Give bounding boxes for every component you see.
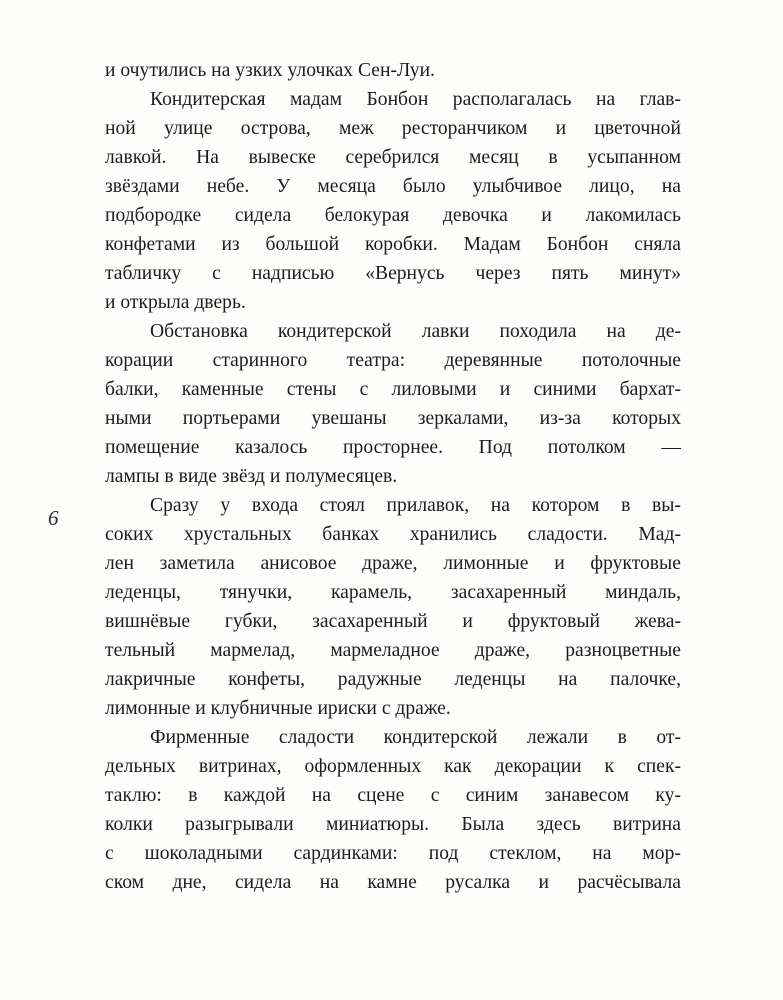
text-line: и очутились на узких улочках Сен-Луи. — [105, 60, 435, 81]
text-line — [105, 665, 681, 694]
word: каменные — [181, 379, 264, 400]
text-line — [105, 520, 681, 549]
word: девочка — [442, 205, 508, 226]
word: Кондитерская — [150, 89, 266, 110]
text-line — [105, 636, 681, 665]
text-line — [105, 114, 681, 143]
word: фруктовые — [590, 553, 681, 574]
word: Мад- — [638, 524, 681, 545]
word: в — [621, 495, 631, 516]
word: занавесом — [544, 785, 630, 806]
word: через — [475, 263, 521, 284]
word: которых — [612, 408, 681, 429]
word: русалка — [445, 872, 511, 893]
text-line — [105, 317, 681, 346]
word: ку- — [655, 785, 681, 806]
word: острова, — [240, 118, 311, 139]
paragraph — [105, 56, 681, 85]
word: сцене — [357, 785, 405, 806]
paragraph — [105, 491, 681, 723]
word: на — [661, 176, 681, 197]
text-line — [105, 810, 681, 839]
word: в — [548, 147, 558, 168]
word: лакомилась — [585, 205, 681, 226]
word: меж — [338, 118, 374, 139]
word: лен — [105, 553, 134, 574]
word: палочке, — [610, 669, 681, 690]
word: корации — [105, 350, 174, 371]
word: дельных — [105, 756, 176, 777]
word: У — [276, 176, 291, 197]
word: карамель, — [330, 582, 413, 603]
word: пять — [551, 263, 589, 284]
word: старинного — [212, 350, 308, 371]
word: сладости. — [527, 524, 608, 545]
word: вы- — [652, 495, 681, 516]
word: подбородке — [105, 205, 202, 226]
word: лавкой. — [105, 147, 167, 168]
word: сидела — [234, 205, 292, 226]
word: стоял — [319, 495, 365, 516]
word: и — [499, 379, 511, 400]
word: витрина — [612, 814, 681, 835]
word: синими — [533, 379, 597, 400]
text-line — [105, 549, 681, 578]
word: тельный — [105, 640, 176, 661]
text-line — [105, 346, 681, 375]
word: — — [661, 437, 681, 458]
word: декорации — [494, 756, 582, 777]
word: котором — [531, 495, 600, 516]
word: кондитерской — [383, 727, 498, 748]
word: портьерами — [182, 408, 281, 429]
word: от- — [656, 727, 681, 748]
word: и — [554, 553, 565, 574]
word: под — [428, 843, 459, 864]
word: деревянные — [444, 350, 543, 371]
word: синим — [465, 785, 519, 806]
word: сардинками: — [293, 843, 398, 864]
word: цветочной — [594, 118, 681, 139]
word: белокурая — [324, 205, 410, 226]
word: разыгрывали — [185, 814, 294, 835]
word: надписью — [251, 263, 335, 284]
word: оформленных — [304, 756, 422, 777]
word: бархат- — [619, 379, 681, 400]
word: миниатюры. — [325, 814, 430, 835]
word: дне, — [172, 872, 207, 893]
word: театра: — [346, 350, 406, 371]
word: улице — [164, 118, 213, 139]
word: здесь — [536, 814, 581, 835]
word: усыпанном — [587, 147, 681, 168]
page-number: 6 — [48, 506, 59, 530]
word: месяца — [317, 176, 376, 197]
word: мармеладное — [330, 640, 440, 661]
word: ными — [105, 408, 152, 429]
page-text-block — [105, 56, 681, 897]
word: стены — [286, 379, 337, 400]
word: жева- — [634, 611, 681, 632]
text-line: лампы в виде звёзд и полумесяцев. — [105, 466, 398, 487]
text-line — [105, 85, 681, 114]
word: Бонбон — [366, 89, 429, 110]
word: располагалась — [452, 89, 572, 110]
text-line — [105, 868, 681, 897]
word: драже, — [362, 553, 418, 574]
word: вишнёвые — [105, 611, 191, 632]
word: из — [221, 234, 240, 255]
word: драже, — [474, 640, 531, 661]
word: камне — [367, 872, 417, 893]
word: ском — [105, 872, 145, 893]
word: улыбчивое — [472, 176, 563, 197]
text-line — [105, 781, 681, 810]
text-line — [105, 491, 681, 520]
text-line — [105, 201, 681, 230]
word: лавки — [421, 321, 470, 342]
word: казалось — [235, 437, 308, 458]
word: как — [444, 756, 472, 777]
text-line — [105, 230, 681, 259]
word: на — [606, 321, 626, 342]
word: «Вернусь — [365, 263, 445, 284]
word: На — [196, 147, 219, 168]
word: минут» — [619, 263, 681, 284]
word: банках — [322, 524, 380, 545]
word: прилавок, — [386, 495, 470, 516]
word: шоколадными — [144, 843, 263, 864]
text-line — [105, 752, 681, 781]
word: и — [538, 872, 550, 893]
word: леденцы — [454, 669, 526, 690]
paragraph — [105, 317, 681, 491]
word: и — [541, 205, 552, 226]
text-line — [105, 723, 681, 752]
word: мадам — [290, 89, 343, 110]
text-line — [105, 433, 681, 462]
word: хранились — [409, 524, 497, 545]
word: мор- — [642, 843, 681, 864]
word: вывеске — [248, 147, 316, 168]
word: на — [558, 669, 578, 690]
word: потолком — [547, 437, 626, 458]
word: ной — [105, 118, 136, 139]
word: леденцы, — [105, 582, 181, 603]
word: мармелад, — [210, 640, 296, 661]
word: небе. — [206, 176, 250, 197]
word: заметила — [159, 553, 235, 574]
word: табличку — [105, 263, 182, 284]
text-line — [105, 172, 681, 201]
word: на — [490, 495, 510, 516]
word: и — [462, 611, 473, 632]
word: радужные — [337, 669, 422, 690]
word: с — [359, 379, 369, 400]
word: спек- — [637, 756, 681, 777]
word: Обстановка — [150, 321, 248, 342]
word: просторнее. — [343, 437, 443, 458]
word: с — [105, 843, 114, 864]
word: таклю: — [105, 785, 162, 806]
text-line: и открыла дверь. — [105, 292, 246, 313]
word: походила — [499, 321, 577, 342]
word: к — [604, 756, 615, 777]
word: ресторанчиком — [401, 118, 528, 139]
word: конфеты, — [228, 669, 306, 690]
word: расчёсывала — [577, 872, 681, 893]
word: разноцветные — [565, 640, 681, 661]
word: конфетами — [105, 234, 196, 255]
word: в — [617, 727, 627, 748]
word: витринах, — [198, 756, 282, 777]
word: стеклом, — [489, 843, 562, 864]
word: у — [220, 495, 231, 516]
word: с — [430, 785, 440, 806]
word: каждой — [223, 785, 286, 806]
paragraph — [105, 723, 681, 897]
text-line — [105, 404, 681, 433]
word: соких — [105, 524, 154, 545]
text-line — [105, 607, 681, 636]
text-line — [105, 375, 681, 404]
word: месяц — [468, 147, 519, 168]
word: лиловыми — [391, 379, 477, 400]
word: лицо, — [589, 176, 635, 197]
word: на — [592, 843, 612, 864]
word: губки, — [224, 611, 278, 632]
word: и — [555, 118, 567, 139]
word: Мадам — [463, 234, 521, 255]
text-line — [105, 839, 681, 868]
word: Была — [461, 814, 505, 835]
text-line: лимонные и клубничные ириски с драже. — [105, 698, 451, 719]
word: с — [212, 263, 221, 284]
word: засахаренный — [450, 582, 567, 603]
word: увешаны — [311, 408, 387, 429]
word: Бонбон — [546, 234, 609, 255]
word: хрустальных — [183, 524, 292, 545]
word: в — [188, 785, 198, 806]
word: зеркалами, — [417, 408, 509, 429]
word: потолочные — [581, 350, 681, 371]
word: Под — [478, 437, 513, 458]
text-line — [105, 578, 681, 607]
word: звёздами — [105, 176, 180, 197]
word: сняла — [634, 234, 681, 255]
word: анисовое — [260, 553, 337, 574]
word: кондитерской — [277, 321, 392, 342]
word: коробки. — [364, 234, 438, 255]
word: лежали — [526, 727, 589, 748]
word: на — [311, 785, 331, 806]
text-line — [105, 259, 681, 288]
word: де- — [655, 321, 681, 342]
word: Фирменные — [150, 727, 250, 748]
word: Сразу — [150, 495, 199, 516]
word: фруктовый — [507, 611, 600, 632]
word: на — [319, 872, 339, 893]
word: большой — [265, 234, 340, 255]
word: серебрился — [345, 147, 440, 168]
paragraph — [105, 85, 681, 317]
word: сидела — [234, 872, 292, 893]
word: на — [595, 89, 616, 110]
word: балки, — [105, 379, 159, 400]
word: входа — [251, 495, 299, 516]
word: засахаренный — [312, 611, 428, 632]
word: лимонные — [443, 553, 529, 574]
word: сладости — [278, 727, 355, 748]
word: глав- — [639, 89, 681, 110]
word: помещение — [105, 437, 200, 458]
word: колки — [105, 814, 153, 835]
word: миндаль, — [605, 582, 681, 603]
word: было — [402, 176, 446, 197]
word: из-за — [539, 408, 581, 429]
word: лакричные — [105, 669, 196, 690]
word: тянучки, — [219, 582, 293, 603]
text-line — [105, 143, 681, 172]
